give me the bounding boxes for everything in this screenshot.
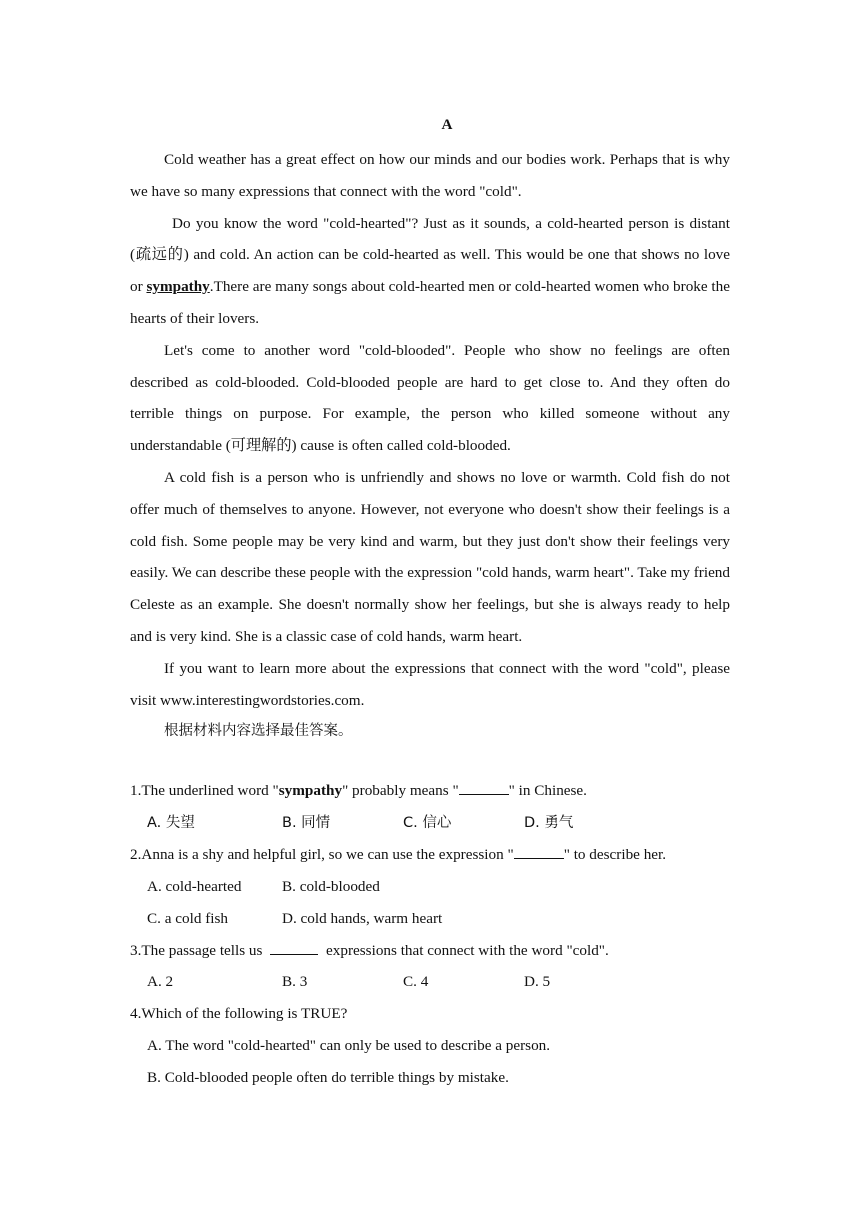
q1-option-a: A. 失望 <box>147 815 195 831</box>
underlined-word: sympathy <box>146 278 210 296</box>
q1-option-b: B. 同情 <box>282 815 331 831</box>
section-title: A <box>441 116 453 133</box>
paragraph-2-text-b: .There are many songs about cold-hearted men or cold-hearted women who broke the hearts of their lovers. <box>130 278 730 327</box>
q2-option-c: C. a cold fish <box>147 910 228 927</box>
question-1-pre: 1.The underlined word " <box>130 782 279 799</box>
question-1-word: sympathy <box>278 782 343 799</box>
instruction: 根据材料内容选择最佳答案。 <box>164 723 353 740</box>
question-3 <box>130 935 609 967</box>
q3-option-c: C. 4 <box>403 973 429 990</box>
question-3-post: expressions that connect with the word "cold". <box>322 942 609 959</box>
answer-blank <box>270 940 318 955</box>
q3-option-d: D. 5 <box>524 973 551 990</box>
paragraph-3: Let's come to another word "cold-blooded". People who show no feelings are often described as cold-blooded. Cold-blooded people are hard to get close to. And they often do terrible things on purpose. For example, the person who killed someone without any understandable (可理解的) cause is often called cold-blooded. <box>130 341 730 455</box>
paragraph-1: Cold weather has a great effect on how our minds and our bodies work. Perhaps that is why we have so many expressions that connect with the word "cold". <box>130 151 730 200</box>
q3-option-a: A. 2 <box>147 973 174 990</box>
question-4: 4.Which of the following is TRUE? <box>130 1005 348 1022</box>
question-2-post: " to describe her. <box>563 846 667 863</box>
answer-blank <box>514 844 564 859</box>
q1-option-d: D. 勇气 <box>524 815 574 831</box>
question-1 <box>130 775 587 807</box>
q2-option-a: A. cold-hearted <box>147 878 242 895</box>
question-3-pre: 3.The passage tells us <box>130 942 267 959</box>
paragraph-2 <box>130 208 730 335</box>
q2-option-d: D. cold hands, warm heart <box>282 910 443 927</box>
answer-blank <box>459 780 509 795</box>
question-2 <box>130 839 666 871</box>
q2-option-b: B. cold-blooded <box>282 878 380 895</box>
paragraph-2-text-a: Do you know the word "cold-hearted"? Just as it sounds, a cold-hearted person is distant (疏远的) and cold. An action can be cold-hearted as well. This would be one that shows no love or <box>130 214 730 296</box>
q4-option-b: B. Cold-blooded people often do terrible things by mistake. <box>147 1069 509 1086</box>
q1-option-c: C. 信心 <box>403 815 452 831</box>
question-2-pre: 2.Anna is a shy and helpful girl, so we can use the expression " <box>130 846 514 863</box>
q4-option-a: A. The word "cold-hearted" can only be used to describe a person. <box>147 1037 551 1054</box>
question-1-mid: " probably means " <box>342 782 459 799</box>
paragraph-5: If you want to learn more about the expressions that connect with the word "cold", please visit www.interestingwordstories.com. <box>130 659 730 709</box>
passage <box>130 144 730 748</box>
q3-option-b: B. 3 <box>282 973 308 990</box>
paragraph-4: A cold fish is a person who is unfriendly and shows no love or warmth. Cold fish do not offer much of themselves to anyone. However, not everyone who doesn't show their feelings is a cold fish. Some people may be very kind and warm, but they just don't show their feelings very easily. We can describe these people with the expression "cold hands, warm heart". Take my friend Celeste as an example. She doesn't normally show her feelings, but she is always ready to help and is very kind. She is a classic case of cold hands, warm heart. <box>130 468 730 645</box>
question-1-post: " in Chinese. <box>508 782 587 799</box>
